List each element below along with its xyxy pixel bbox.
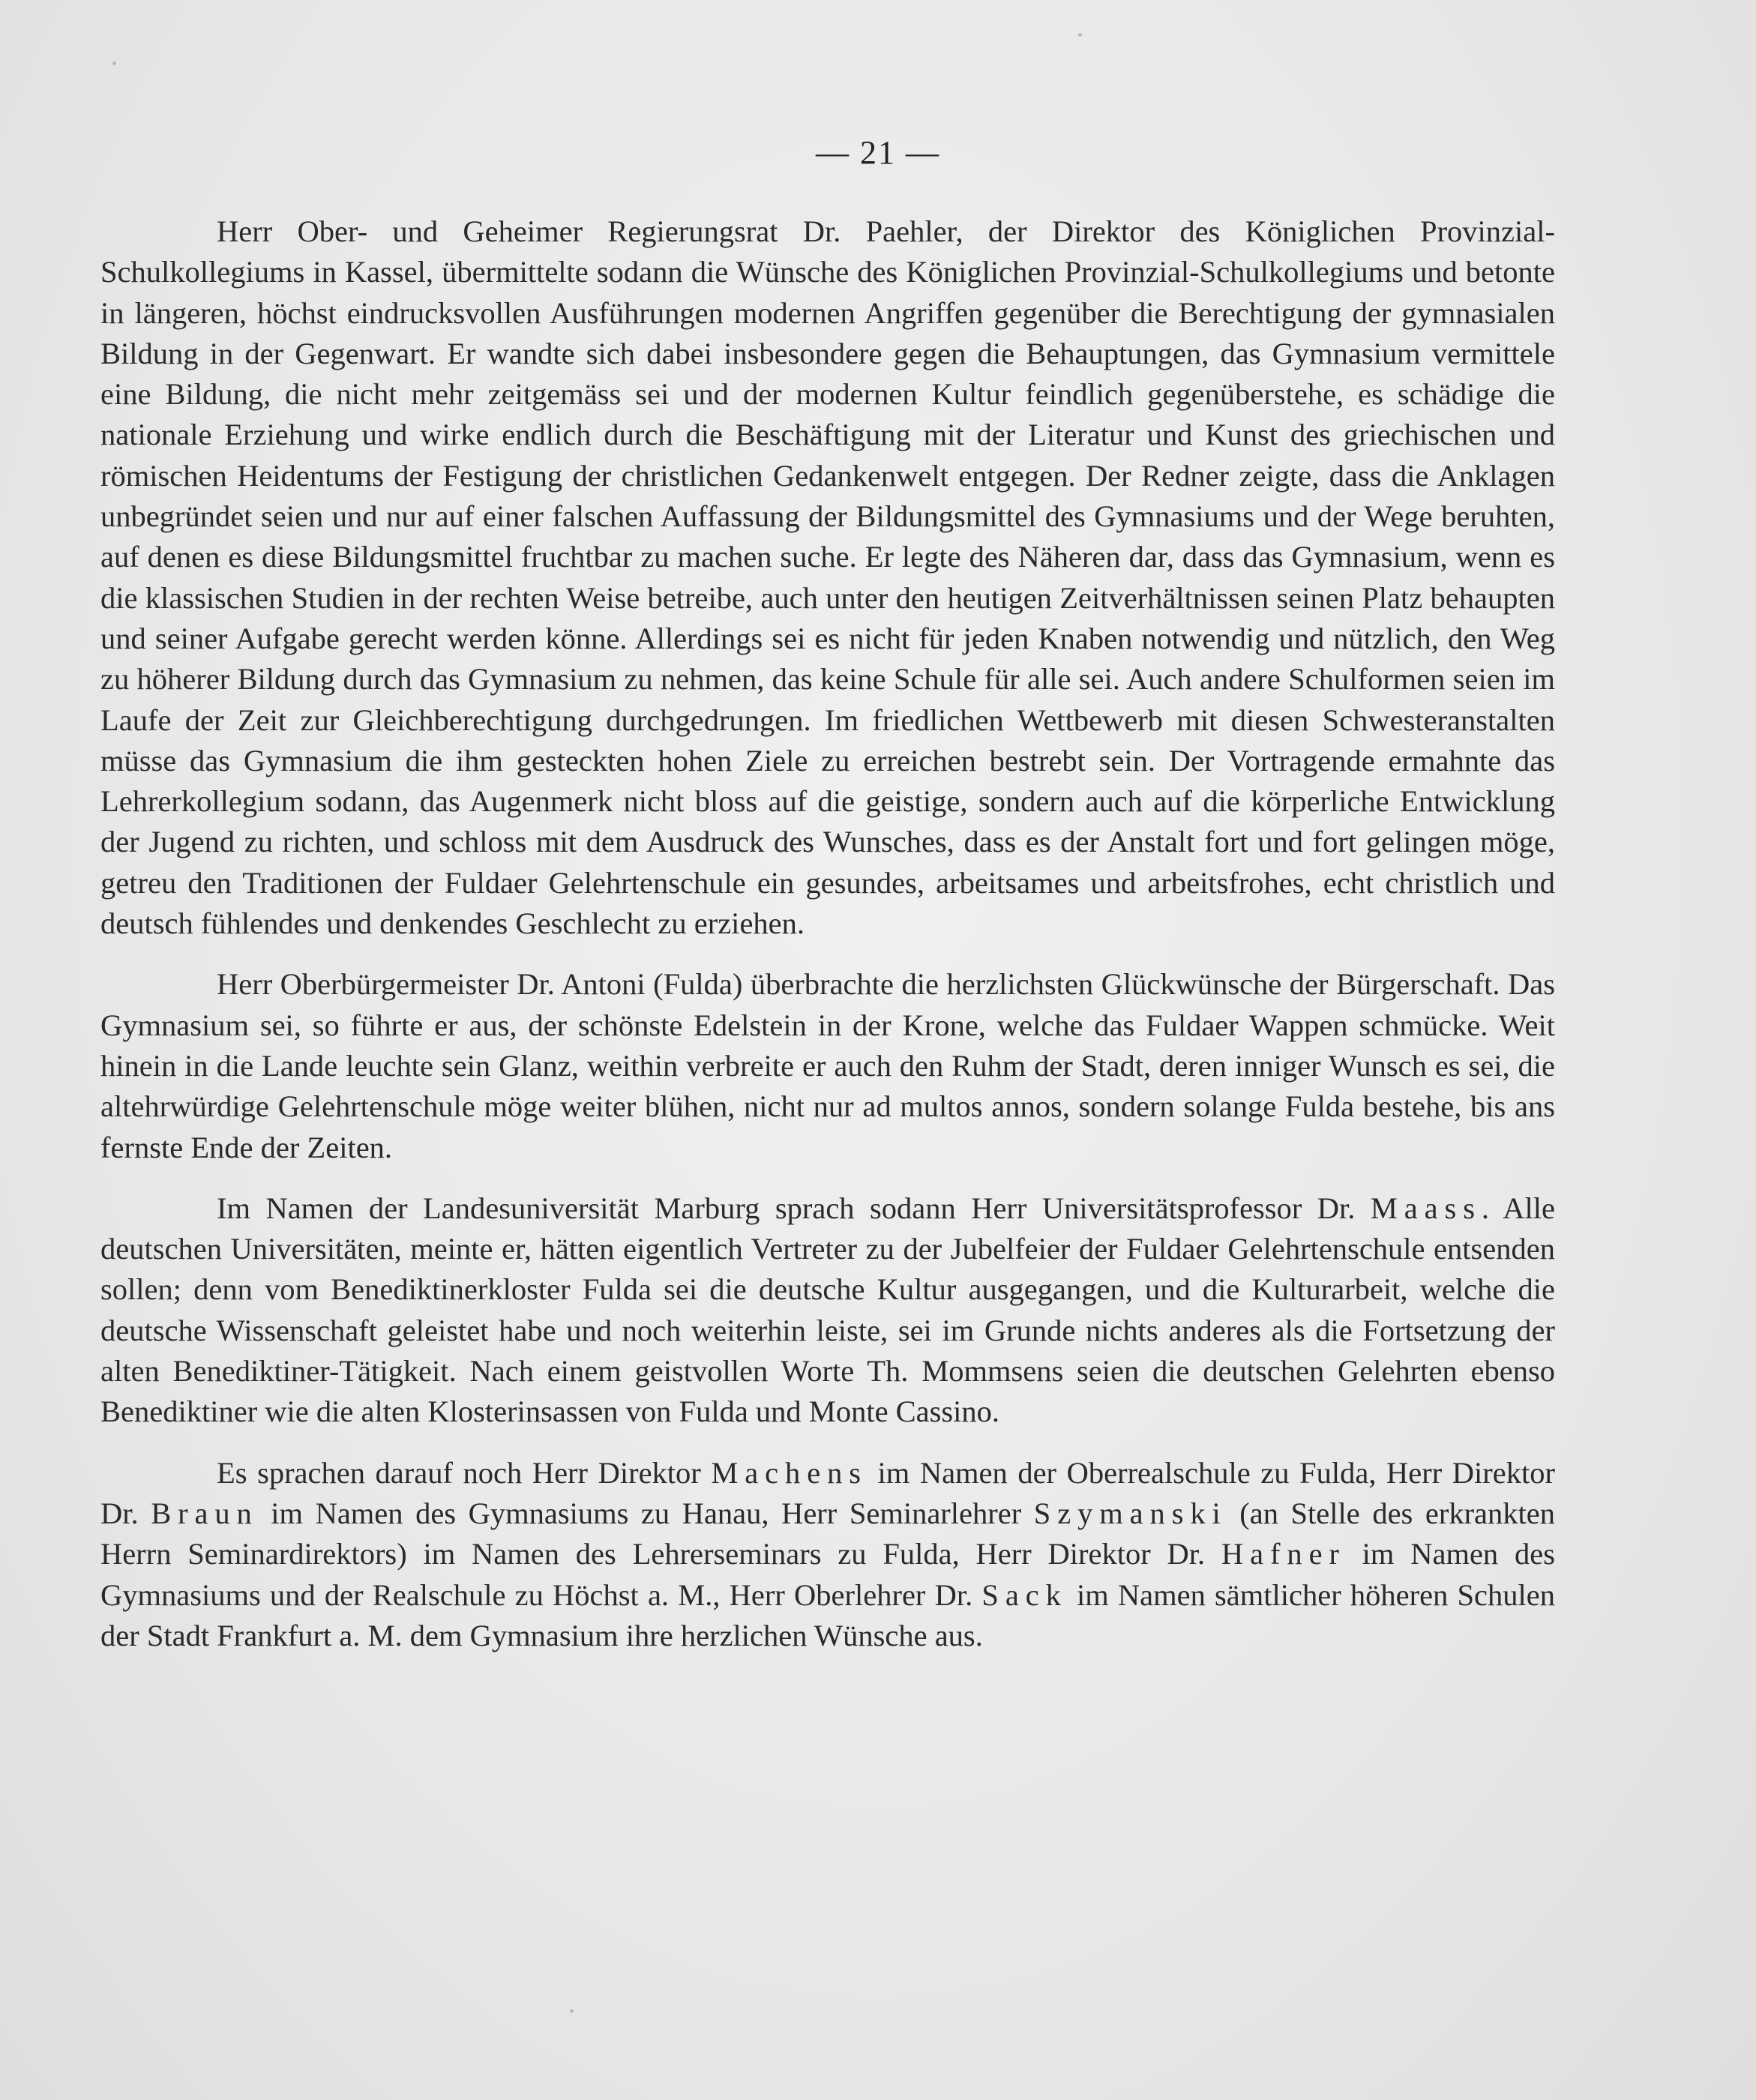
scan-speck <box>570 2009 574 2013</box>
text-segment: Es sprachen darauf noch Herr Direktor <box>217 1455 712 1490</box>
spaced-name: Machens <box>711 1455 868 1490</box>
body-text <box>100 211 1555 1656</box>
paragraph <box>100 1453 1555 1656</box>
spaced-name: Sack <box>981 1577 1068 1612</box>
text-segment: im Namen des Gymnasiums und der Realschule zu Höchst a. M., Herr Oberlehrer Dr. <box>100 1537 1555 1612</box>
scan-speck <box>1078 33 1082 37</box>
text-segment: . Alle deutschen Universitäten, meinte er, hätten eigentlich Vertreter zu der Jubelfeier der Fuldaer Gelehrtenschule entsenden sollen; denn vom Benediktinerkloster Fulda sei die deutsche Kultur ausgegangen, und die Kulturarbeit, welche die deutsche Wissenschaft geleistet habe und noch weiterhin leiste, sei im Grunde nichts anderes als die Fortsetzung der alten Benediktiner-Tätigkeit. Nach einem geistvollen Worte Th. Mommsens seien die deutschen Gelehrten ebenso Benediktiner wie die alten Klosterinsassen von Fulda und Monte Cassino. <box>100 1191 1555 1429</box>
text-segment: (an Stelle des erkrankten Herrn Seminardirektors) im Namen des Lehrerseminars zu Fulda, Herr Direktor Dr. <box>100 1496 1556 1571</box>
text-segment: Herr Ober- und Geheimer Regierungsrat Dr. Paehler, der Direktor des Königlichen Provinzial-Schulkollegiums in Kassel, übermittelte sodann die Wünsche des Königlichen Provinzial-Schulkollegiums und betonte in längeren, höchst eindrucksvollen Ausführungen modernen Angriffen gegenüber die Berechtigung der gymnasialen Bildung in der Gegenwart. Er wandte sich dabei insbesondere gegen die Behauptungen, das Gymnasium vermittele eine Bildung, die nicht mehr zeitgemäss sei und der modernen Kultur feindlich gegenüberstehe, es schädige die nationale Erziehung und wirke endlich durch die Beschäftigung mit der Literatur und Kunst des griechischen und römischen Heidentums der Festigung der christlichen Gedankenwelt entgegen. Der Redner zeigte, dass die Anklagen unbegründet seien und nur auf einer falschen Auffassung der Bildungsmittel des Gymnasiums und der Wege beruhten, auf denen es diese Bildungsmittel fruchtbar zu machen suche. Er legte des Näheren dar, dass das Gymnasium, wenn es die klassischen Studien in der rechten Weise betreibe, auch unter den heutigen Zeitverhältnissen seinen Platz behaupten und seiner Aufgabe gerecht werden könne. Allerdings sei es nicht für jeden Knaben notwendig und nützlich, den Weg zu höherer Bildung durch das Gymnasium zu nehmen, das keine Schule für alle sei. Auch andere Schulformen seien im Laufe der Zeit zur Gleichberechtigung durchgedrungen. Im friedlichen Wettbewerb mit diesen Schwesteranstalten müsse das Gymnasium die ihm gesteckten hohen Ziele zu erreichen bestrebt sein. Der Vortragende ermahnte das Lehrerkollegium sodann, das Augenmerk nicht bloss auf die geistige, sondern auch auf die körperliche Entwicklung der Jugend zu richten, und schloss mit dem Ausdruck des Wunsches, dass es der Anstalt fort und fort gelingen möge, getreu den Traditionen der Fuldaer Gelehrtenschule ein gesundes, arbeitsames und arbeitsfrohes, echt christlich und deutsch fühlendes und denkendes Geschlecht zu erziehen. <box>100 214 1555 941</box>
scan-speck <box>112 61 116 65</box>
text-segment: Im Namen der Landesuniversität Marburg sprach sodann Herr Universitätsprofessor Dr. <box>217 1191 1371 1225</box>
paragraph <box>100 211 1555 944</box>
spaced-name: Szymanski <box>1033 1496 1227 1530</box>
text-segment: im Namen sämtlicher höheren Schulen der Stadt Frankfurt a. M. dem Gymnasium ihre herzlichen Wünsche aus. <box>100 1577 1556 1652</box>
page-number: — 21 — <box>816 134 940 171</box>
spaced-name: Maass <box>1370 1191 1482 1225</box>
spaced-name: Hafner <box>1221 1537 1346 1571</box>
text-segment: im Namen des Gymnasiums zu Hanau, Herr Seminarlehrer <box>258 1496 1034 1530</box>
spaced-name: Braun <box>151 1496 259 1530</box>
paragraph <box>100 964 1555 1167</box>
paragraph <box>100 1188 1555 1433</box>
text-segment: im Namen der Oberrealschule zu Fulda, Herr Direktor Dr. <box>100 1455 1555 1530</box>
text-segment: Herr Oberbürgermeister Dr. Antoni (Fulda) überbrachte die herzlichsten Glückwünsche der Bürgerschaft. Das Gymnasium sei, so führte er aus, der schönste Edelstein in der Krone, welche das Fuldaer Wappen schmücke. Weit hinein in die Lande leuchte sein Glanz, weithin verbreite er auch den Ruhm der Stadt, deren inniger Wunsch es sei, die altehrwürdige Gelehrtenschule möge weiter blühen, nicht nur ad multos annos, sondern solange Fulda bestehe, bis ans fernste Ende der Zeiten. <box>100 967 1555 1164</box>
